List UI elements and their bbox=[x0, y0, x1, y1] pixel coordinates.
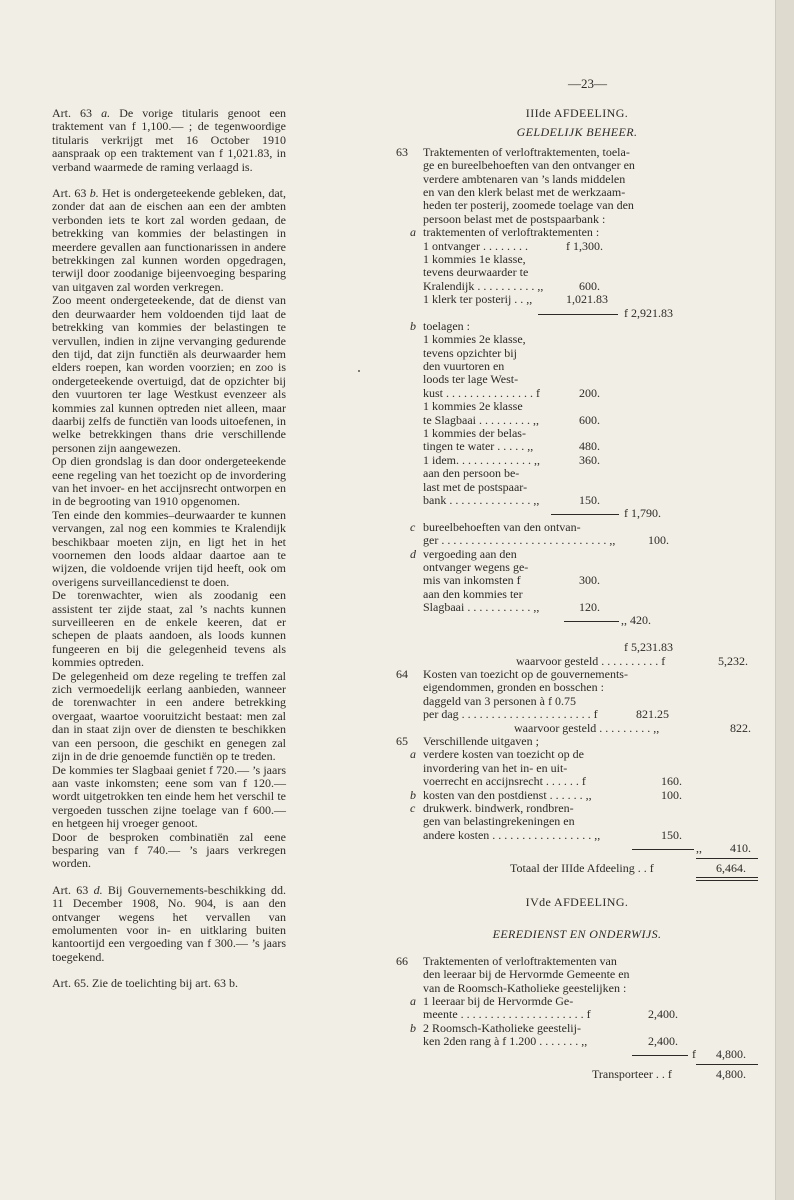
subtotal-row: f 1,790. bbox=[396, 507, 758, 520]
note-paragraph: De gelegenheid om deze regeling te treffen zal zich vermoedelijk eerlang aanbieden, wanneer de torenwachter in een andere betrekking overgaat, waartoe vooruitzicht bestaat: men zal dan in staat zijn over de diensten te beschikken van een persoon, die geschikt en genegen zal zijn in de drie genoemde functiën op te treden. bbox=[52, 668, 286, 764]
left-column bbox=[52, 107, 286, 1004]
transport-row: Transporteer . . f 4,800. bbox=[592, 1066, 746, 1081]
note-art63d: Art. 63 d. Bij Gouvernements-beschikking dd. 11 December 1908, No. 904, is aan den ontvanger wegens het vervallen van emolumenten voor in- en uitklaring buiten kantoortijd een vergoeding van f 300.— ’s jaars toegekend. bbox=[52, 882, 287, 964]
note-paragraph: Op dien grondslag is dan door ondergeteekende eene regeling van het toezicht op de invordering van het invoer- en het accijnsrecht ontworpen en in de begrooting van 1910 opgenomen. bbox=[52, 454, 286, 509]
section-subheading: GELDELIJK BEHEER. bbox=[516, 125, 638, 140]
note-art63a: Art. 63 a. De vorige titularis genoot een traktement van f 1,100.— ; de tegenwoordige titularis verkrijgt met 16 October 1910 aanspraak op een traktement van f 1,021.83, in verband waarmede de raming verlaagd is. bbox=[52, 106, 287, 174]
note-art65: Art. 65. Zie de toelichting bij art. 63 b. bbox=[52, 976, 238, 991]
section-total-row: Totaal der IIIde Afdeeling . . f 6,464. bbox=[510, 860, 746, 875]
budget-row: d vergoeding aan den bbox=[410, 546, 517, 561]
page-number: —23— bbox=[568, 76, 607, 91]
budget-row: 63 Traktementen of verloftraktementen, toela- bbox=[396, 144, 630, 159]
budget-total-row: waarvoor gesteld . . . . . . . . . . f 5,232. bbox=[516, 653, 748, 668]
right-column: IIIde AFDEELING. GELDELIJK BEHEER. 63 Traktementen of verloftraktementen, toela- ge en bureelbehoeften van den ontvanger en verdere ambtenaren van ’s lands middelen en van den klerk belast met de werkzaam- heden ter posterij, zoomede toelage van den persoon belast met de postspaarbank : a traktementen of verloftraktementen : 1 ontvanger . . . . . . . . f 1,300. 1 kommies 1e klasse, tevens deurwaarder te Kralendijk . . . . . . . . . . ,, 600. 1 klerk ter posterij . . ,, 1,021.83 f 2,921.83 b toelagen : 1 kommies 2e klasse, tevens opzichter bij den vuurtoren en loods ter lage West- kust . . . . . . . . . . . . . . . f 200. 1 kommies 2e klasse te Slagbaai . . . . . . . . . ,, 600. 1 kommies der belas- tingen te water . . . . . ,, 480. 1 idem. . . . . . . . . . . . . ,, 360. aan den persoon be- last met de postspaar- bank . . . . . . . . . . . . . . ,, 150. f 1,790. c bureelbehoeften van den ontvan- ger . . . . . . . . . . . . . . . . . . . . . . . . . . . . ,, 100. d vergoeding aan den ontvanger wegens ge- mis van inkomsten f 300. aan den kommies ter Slagbaai . . . . . . . . . . . ,, 120. ,, 420. f 5,231.83 waarvoor gesteld . . . . . . . . . . f 5,232. 64 Kosten van toezicht op de gouvernements- eigendommen, gronden en bosschen : daggeld van 3 personen à f 0.75 per dag . . . . . . . . . . . . . . . . . . . . . . f 821.25 waarvoor gesteld . . . . . . . . . ,, 822. 65 Verschillende uitgaven ; a verdere kosten van toezicht op de invordering van het in- en uit- voerrecht en accijnsrecht . . . . . . f 160. b kosten van den postdienst . . . . . . ,, 100. c drukwerk. bindwerk, rondbren- gen van belastingrekeningen en andere kosten . . . . . . . . . . . . . . . . . ,, 150. ,, 410. Totaal der IIIde Afdeeling . . f 6,464. IVde AFDEELING. EEREDIENST EN ONDERWIJS. 66 Traktementen of verloftraktementen van den leeraar bij de Hervormde Gemeente en van de Roomsch-Katholieke geestelijken : a 1 leeraar bij de Hervormde Ge- meente . . . . . . . . . . . . . . . . . . . . . f 2,400. b 2 Roomsch-Katholieke geestelij- ken 2den rang à f 1.200 . . . . . . . ,, 2,400. f 4,800. Transporteer . . f 4,800. bbox=[396, 107, 758, 1081]
note-paragraph: Zoo meent ondergeteekende, dat de dienst van den deurwaarder hem voldoenden tijd laat de betrekking van kommies der belastingen te vervullen, indien in zijne vervanging gedurende den tijd, dat zijn functiën als deurwaarder hem elders roepen, kan worden voorzien; en zoo is ondergeteekende overtuigd, dat de opzichter bij den vuurtoren ter lage Westkust evenzeer als kommies zal kunnen optreden niet alleen, maar daarbij zelfs de functiën van loods uitoefenen, in welke betrekkingen thans drie verschillende personen zijn aangewezen. bbox=[52, 293, 286, 455]
note-paragraph: Door de besproken combinatiën zal eene besparing van f 740.— ’s jaars verkregen worden. bbox=[52, 829, 286, 871]
subtotal-row: f 2,921.83 bbox=[396, 307, 758, 320]
section-subheading: EEREDIENST EN ONDERWIJS. bbox=[492, 927, 662, 942]
note-paragraph: De kommies ter Slagbaai geniet f 720.— ’s jaars aan vaste inkomsten; eene som van f 120.— wordt uitgetrokken ten einde hem het verschil te vergoeden tusschen zijne toelage van f 600.— en hetgeen hij vroeger genoot. bbox=[52, 762, 286, 831]
subtotal-row: ,, 420. bbox=[396, 614, 758, 627]
note-paragraph: Ten einde den kommies–deurwaarder te kunnen vervangen, zal nog een kommies te Kralendijk beschikbaar moeten zijn, en ligt het in het voornemen den loods aldaar daartoe aan te wijzen, die voldoende vrijen tijd heeft, ook om overigens surveillancedienst te doen. bbox=[52, 507, 286, 589]
section-heading: IIIde AFDEELING. bbox=[525, 106, 629, 120]
budget-row: 64 Kosten van toezicht op de gouvernements- bbox=[396, 667, 628, 682]
note-art63b: Art. 63 b. Het is ondergeteekende gebleken, dat, zonder dat aan de eischen aan een der ambten verbonden iets te kort zal worden gedaan, de betrekking van kommies der belastingen in meerdere gevallen aan functionarissen in andere betrekkingen zal kunnen worden opgedragen, terwijl door zoodanige bijeenvoeging besparing van uitgaven zal worden verkregen. bbox=[52, 186, 286, 294]
page-edge bbox=[775, 0, 794, 1200]
budget-row: 65 Verschillende uitgaven ; bbox=[396, 734, 539, 748]
subtotal-row: f 4,800. bbox=[396, 1048, 758, 1061]
subtotal-row: ,, 410. bbox=[396, 842, 758, 855]
sum-row: f 5,231.83 bbox=[624, 640, 673, 655]
speck bbox=[358, 370, 360, 372]
budget-row: b toelagen : bbox=[410, 318, 470, 333]
section-heading: IVde AFDEELING. bbox=[525, 894, 629, 909]
budget-row: 66 Traktementen of verloftraktementen van bbox=[396, 953, 617, 968]
note-paragraph: De torenwachter, wien als zoodanig een assistent ter zijde staat, zal ’s nachts kunnen surveilleeren en de enkele keeren, dat er schepen de plaats aandoen, als loods kunnen fungeeren en bij die gelegenheid tevens als kommies optreden. bbox=[52, 588, 286, 670]
budget-total-row: waarvoor gesteld . . . . . . . . . ,, 822. bbox=[514, 720, 751, 735]
budget-row: c bureelbehoeften van den ontvan- bbox=[410, 519, 581, 534]
budget-row: a traktementen of verloftraktementen : bbox=[410, 225, 600, 240]
